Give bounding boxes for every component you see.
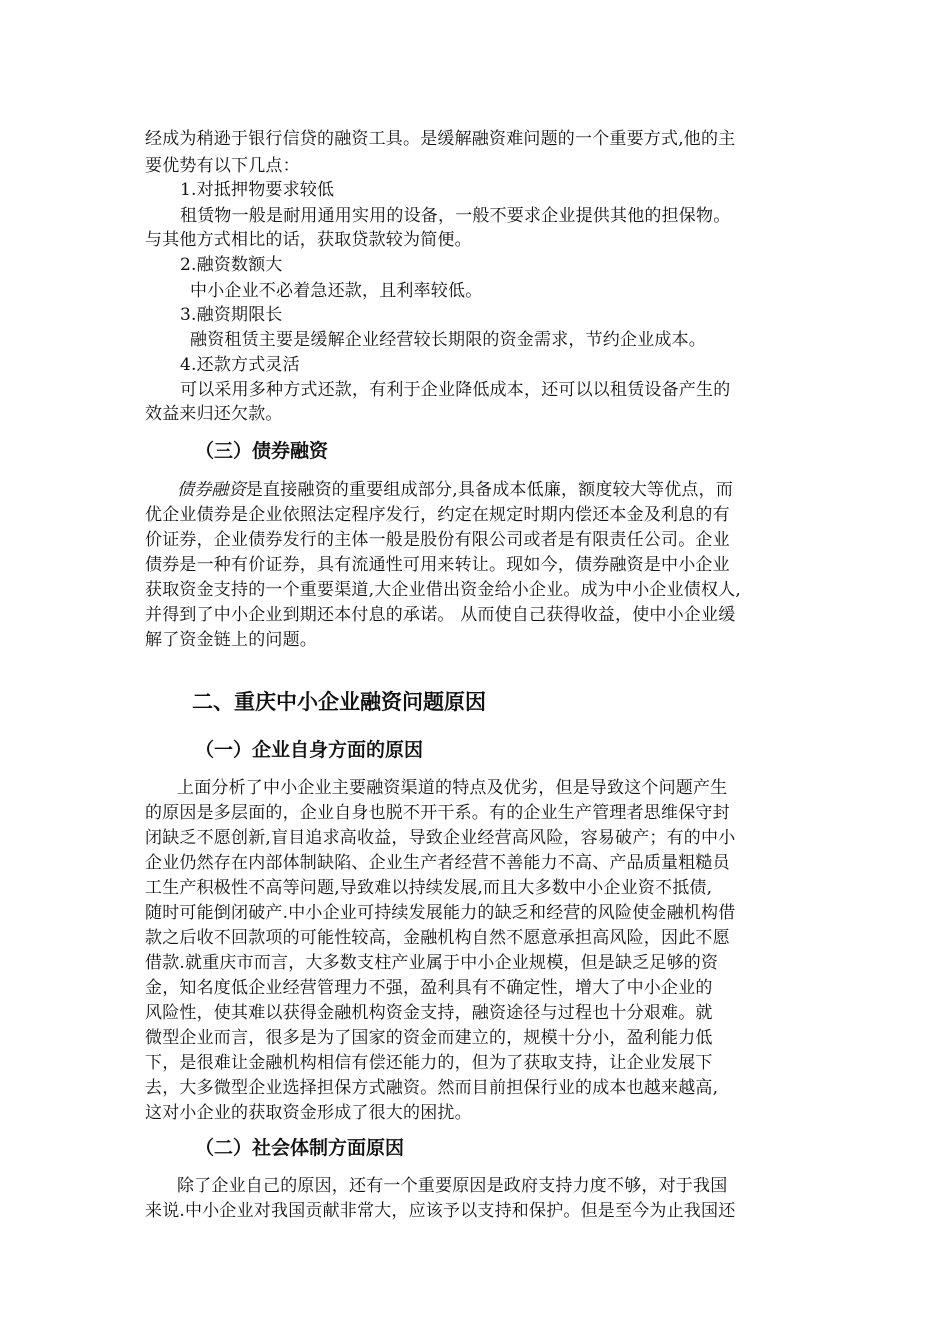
s21-line-12: 下，是很难让金融机构相信有偿还能力的，但为了获取支持，让企业发展下: [145, 1053, 713, 1073]
advantage-4-body-2: 效益来归还欠款。: [145, 404, 283, 424]
s21-line-1: 上面分析了中小企业主要融资渠道的特点及优劣，但是导致这个问题产生: [177, 778, 728, 798]
s21-line-5: 工生产积极性不高等问题,导致难以持续发展,而且大多数中小企业资不抵债,: [145, 878, 713, 898]
bond-line-3: 价证券，企业债券发行的主体一般是股份有限公司或者是有限责任公司。企业: [145, 530, 730, 550]
advantage-4-title: 4.还款方式灵活: [180, 355, 300, 375]
s21-line-2: 的原因是多层面的，企业自身也脱不开干系。有的企业生产管理者思维保守封: [145, 803, 730, 823]
bond-line-1-text: 是直接融资的重要组成部分,具备成本低廉，额度较大等优点，而: [245, 480, 734, 500]
advantage-1-body-1: 租赁物一般是耐用通用实用的设备，一般不要求企业提供其他的担保物。: [180, 206, 731, 226]
s21-line-10: 风险性，使其难以获得金融机构资金支持，融资途径与过程也十分艰难。就: [145, 1003, 713, 1023]
advantage-1-body-2: 与其他方式相比的话，获取贷款较为简便。: [145, 230, 472, 250]
s21-line-13: 去，大多微型企业选择担保方式融资。然而目前担保行业的成本也越来越高,: [145, 1078, 719, 1098]
bond-line-5: 获取资金支持的一个重要渠道,大企业借出资金给小企业。成为中小企业债权人,: [145, 580, 742, 600]
s21-line-6: 随时可能倒闭破产.中小企业可持续发展能力的缺乏和经营的风险使金融机构借: [145, 903, 736, 923]
s21-line-11: 微型企业而言，很多是为了国家的资金而建立的，规模十分小，盈利能力低: [145, 1028, 713, 1048]
s21-line-4: 企业仍然存在内部体制缺陷、企业生产者经营不善能力不高、产品质量粗糙员: [145, 853, 730, 873]
bond-line-6: 并得到了中小企业到期还本付息的承诺。 从而使自己获得收益，使中小企业缓: [145, 605, 736, 625]
s22-line-1: 除了企业自己的原因，还有一个重要原因是政府支持力度不够，对于我国: [177, 1176, 728, 1196]
advantage-1-title: 1.对抵押物要求较低: [180, 180, 335, 200]
section-2-2-heading: （二）社会体制方面原因: [195, 1137, 405, 1159]
bond-term: 债券融资: [177, 480, 246, 500]
s21-line-9: 金，知名度低企业经营管理力不强，盈利具有不确定性，增大了中小企业的: [145, 978, 713, 998]
s21-line-8: 借款.就重庆市而言，大多数支柱产业属于中小企业规模，但是缺乏足够的资: [145, 953, 719, 973]
s21-line-7: 款之后收不回款项的可能性较高，金融机构自然不愿意承担高风险，因此不愿: [145, 928, 730, 948]
section-2-1-heading: （一）企业自身方面的原因: [195, 739, 424, 761]
bond-line-2: 优企业债券是企业依照法定程序发行，约定在规定时期内偿还本金及利息的有: [145, 505, 730, 525]
s21-line-3: 闭缺乏不愿创新,盲目追求高收益，导致企业经营高风险，容易破产；有的中小: [145, 828, 736, 848]
s21-line-14: 这对小企业的获取资金形成了很大的困扰。: [145, 1103, 472, 1123]
intro-line-2: 要优势有以下几点：: [145, 156, 300, 176]
s22-line-2: 来说.中小企业对我国贡献非常大，应该予以支持和保护。但是至今为止我国还: [145, 1201, 736, 1221]
advantage-4-body-1: 可以采用多种方式还款，有利于企业降低成本，还可以以租赁设备产生的: [180, 380, 731, 400]
bond-line-7: 解了资金链上的问题。: [145, 630, 317, 650]
bond-heading: （三）债券融资: [195, 440, 329, 462]
intro-line-1: 经成为稍逊于银行信贷的融资工具。是缓解融资难问题的一个重要方式,他的主: [145, 129, 736, 149]
bond-line-1: [177, 478, 733, 502]
advantage-2-title: 2.融资数额大: [180, 255, 283, 275]
advantage-2-body-1: 中小企业不必着急还款，且利率较低。: [190, 281, 483, 301]
section-2-heading: 二、重庆中小企业融资问题原因: [192, 690, 486, 714]
advantage-3-body-1: 融资租赁主要是缓解企业经营较长期限的资金需求，节约企业成本。: [190, 330, 706, 350]
bond-line-4: 债券是一种有价证券，具有流通性可用来转让。现如今，债券融资是中小企业: [145, 555, 730, 575]
advantage-3-title: 3.融资期限长: [180, 305, 283, 325]
